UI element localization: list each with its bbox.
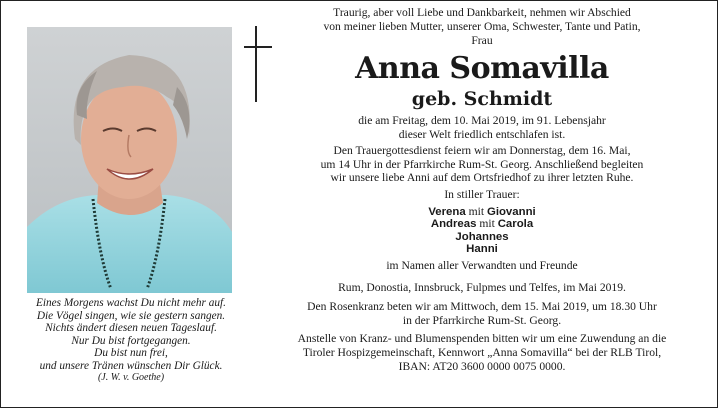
maiden-name: geb. Schmidt [411, 88, 553, 110]
mourner-name: Andreas [430, 218, 477, 231]
death-line: die am Freitag, dem 10. Mai 2019, im 91. Lebensjahr [358, 114, 606, 127]
mourner-name: Verena [428, 205, 466, 218]
mourner-connector: mit [465, 204, 487, 218]
death-line: dieser Welt friedlich entschlafen ist. [398, 127, 566, 141]
intro-line: Traurig, aber voll Liebe und Dankbarkeit, nehmen wir Abschied [333, 6, 631, 19]
poem-author: (J. W. v. Goethe) [97, 372, 165, 383]
poem-line: und unsere Tränen wünschen Dir Glück. [39, 359, 223, 372]
deceased-name: Anna Somavilla [355, 51, 609, 86]
mourners-list [262, 206, 702, 256]
death-notice [262, 114, 702, 141]
mourner-name: Hanni [466, 243, 498, 256]
intro-line: Frau [471, 34, 493, 47]
mourner-name: Johannes [455, 230, 509, 243]
mourning-intro: In stiller Trauer: [444, 187, 520, 201]
funeral-service [262, 144, 702, 185]
service-line: Den Trauergottesdienst feiern wir am Donnerstag, dem 16. Mai, [333, 144, 631, 158]
service-line: um 14 Uhr in der Pfarrkirche Rum-St. Georg. Anschließend begleiten [320, 157, 644, 171]
rosary-line: in der Pfarrkirche Rum-St. Georg. [402, 313, 562, 327]
poem-line: Nur Du bist fortgegangen. [71, 334, 191, 347]
poem [12, 297, 250, 385]
mourner-partner: Giovanni [486, 205, 536, 218]
place-date: Rum, Donostia, Innsbruck, Fulpmes und Telfes, im Mai 2019. [338, 280, 626, 294]
service-line: wir unsere liebe Anni auf dem Ortsfriedhof zu ihrer letzten Ruhe. [330, 171, 634, 185]
poem-line: Du bist nun frei, [94, 347, 168, 359]
poem-line: Nichts ändert diesen neuen Tageslauf. [45, 322, 217, 334]
donation-line: Tiroler Hospizgemeinschaft, Kennwort „Anna Somavilla“ bei der RLB Tirol, [302, 345, 662, 359]
rosary-line: Den Rosenkranz beten wir am Mittwoch, dem 15. Mai 2019, um 18.30 Uhr [307, 300, 657, 314]
mourner-connector: mit [476, 217, 498, 231]
donation-notice [262, 332, 702, 373]
portrait-photo [27, 27, 232, 293]
mourner-entry [262, 218, 702, 231]
rosary-notice [262, 300, 702, 327]
donation-line: IBAN: AT20 3600 0000 0075 0000. [398, 359, 566, 373]
poem-line: Die Vögel singen, wie sie gestern sangen. [36, 309, 226, 322]
obituary-text [262, 6, 702, 373]
mourner-entry [262, 243, 702, 256]
intro-text [262, 6, 702, 48]
mourner-partner: Carola [497, 218, 534, 231]
donation-line: Anstelle von Kranz- und Blumenspenden bitten wir um eine Zuwendung an die [297, 332, 667, 346]
mourner-entry [262, 231, 702, 244]
poem-line: Eines Morgens wachst Du nicht mehr auf. [35, 297, 227, 309]
intro-line: von meiner lieben Mutter, unserer Oma, Schwester, Tante und Patin, [323, 20, 641, 33]
relatives-line: im Namen aller Verwandten und Freunde [386, 258, 578, 272]
